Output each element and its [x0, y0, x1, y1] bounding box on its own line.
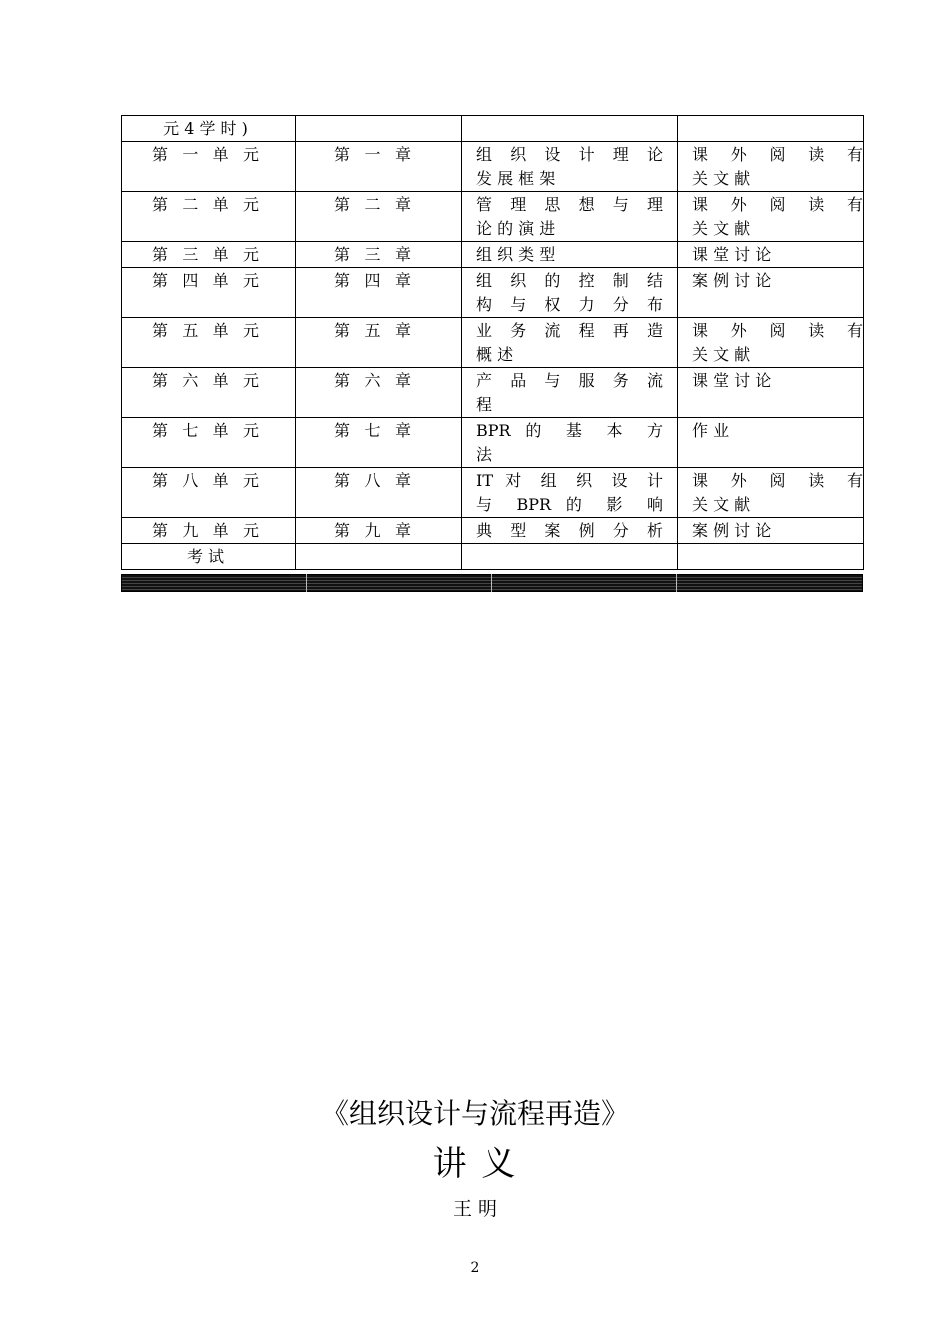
document-author: 王 明 [452, 1198, 498, 1220]
method-cell [678, 116, 864, 142]
chapter-cell [296, 468, 462, 518]
chapter-label: 第 五 章 [334, 321, 411, 340]
method-cell [678, 544, 864, 570]
unit-label: 第 五 单 元 [152, 321, 259, 340]
method-cell [678, 418, 864, 468]
unit-label: 第 九 单 元 [152, 521, 259, 540]
document-title: 《组织设计与流程再造》 [320, 1097, 629, 1130]
unit-cell [122, 192, 296, 242]
unit-label: 第 四 单 元 [152, 271, 259, 290]
chapter-cell [296, 192, 462, 242]
topic-line: 典 型 案 例 分 析 [476, 521, 663, 540]
method-line: 课 堂 讨 论 [692, 371, 772, 390]
table-row [122, 518, 864, 544]
chapter-cell [296, 544, 462, 570]
unit-cell [122, 142, 296, 192]
topic-line: 组 织 的 控 制 结 [476, 271, 663, 290]
method-cell [678, 468, 864, 518]
method-cell [678, 518, 864, 544]
unit-label: 考 试 [186, 547, 225, 566]
chapter-label: 第 一 章 [334, 145, 411, 164]
unit-cell [122, 468, 296, 518]
unit-label: 元 4 学 时 ) [163, 119, 248, 138]
topic-line: 组 织 类 型 [476, 245, 556, 264]
topic-cell [462, 518, 678, 544]
chapter-label: 第 三 章 [334, 245, 411, 264]
table-row [122, 418, 864, 468]
method-line: 案 例 讨 论 [692, 521, 772, 540]
unit-label: 第 六 单 元 [152, 371, 259, 390]
topic-line: 发 展 框 架 [476, 169, 556, 188]
topic-cell [462, 468, 678, 518]
topic-line: 产 品 与 服 务 流 [476, 371, 663, 390]
unit-cell [122, 242, 296, 268]
unit-cell [122, 518, 296, 544]
topic-line: IT 对 组 织 设 计 [476, 471, 663, 490]
chapter-cell [296, 268, 462, 318]
topic-cell [462, 368, 678, 418]
topic-line: 构 与 权 力 分 布 [476, 295, 663, 314]
method-line: 案 例 讨 论 [692, 271, 772, 290]
unit-label: 第 二 单 元 [152, 195, 259, 214]
chapter-label: 第 九 章 [334, 521, 411, 540]
unit-label: 第 三 单 元 [152, 245, 259, 264]
course-schedule-table [121, 115, 864, 570]
unit-cell [122, 368, 296, 418]
topic-line: 管 理 思 想 与 理 [476, 195, 663, 214]
method-line: 课 外 阅 读 有 [692, 145, 863, 164]
unit-cell [122, 268, 296, 318]
method-cell [678, 268, 864, 318]
bar-column-divider [676, 574, 677, 592]
method-line: 课 外 阅 读 有 [692, 321, 863, 340]
course-schedule-body [122, 116, 864, 570]
unit-cell [122, 418, 296, 468]
bar-column-divider [491, 574, 492, 592]
black-divider-bar [121, 574, 863, 592]
chapter-cell [296, 418, 462, 468]
topic-line: 法 [476, 445, 493, 464]
method-cell [678, 242, 864, 268]
topic-line: 概 述 [476, 345, 514, 364]
topic-line: 论 的 演 进 [476, 219, 556, 238]
method-line: 关 文 献 [692, 219, 751, 238]
method-cell [678, 318, 864, 368]
method-line: 关 文 献 [692, 345, 751, 364]
table-row [122, 268, 864, 318]
table-row [122, 116, 864, 142]
method-line: 关 文 献 [692, 495, 751, 514]
unit-label: 第 八 单 元 [152, 471, 259, 490]
chapter-label: 第 二 章 [334, 195, 411, 214]
page-number: 2 [470, 1260, 480, 1276]
unit-label: 第 七 单 元 [152, 421, 259, 440]
method-line: 课 堂 讨 论 [692, 245, 772, 264]
topic-cell [462, 544, 678, 570]
method-line: 课 外 阅 读 有 [692, 195, 863, 214]
method-line: 作 业 [692, 421, 730, 440]
method-cell [678, 192, 864, 242]
table-row [122, 368, 864, 418]
unit-cell [122, 318, 296, 368]
topic-cell [462, 318, 678, 368]
document-subtitle: 讲 义 [432, 1144, 518, 1184]
topic-line: 程 [476, 395, 493, 414]
topic-cell [462, 242, 678, 268]
unit-cell [122, 544, 296, 570]
table-row [122, 318, 864, 368]
table-row [122, 544, 864, 570]
chapter-label: 第 八 章 [334, 471, 411, 490]
topic-line: 与 BPR 的 影 响 [476, 495, 663, 514]
table-row [122, 142, 864, 192]
topic-cell [462, 192, 678, 242]
topic-line: 业 务 流 程 再 造 [476, 321, 663, 340]
bar-column-divider [306, 574, 307, 592]
method-cell [678, 368, 864, 418]
chapter-label: 第 六 章 [334, 371, 411, 390]
topic-line: 组 织 设 计 理 论 [476, 145, 663, 164]
unit-label: 第 一 单 元 [152, 145, 259, 164]
unit-cell [122, 116, 296, 142]
method-line: 关 文 献 [692, 169, 751, 188]
chapter-cell [296, 242, 462, 268]
chapter-cell [296, 368, 462, 418]
topic-cell [462, 116, 678, 142]
chapter-cell [296, 318, 462, 368]
topic-cell [462, 142, 678, 192]
topic-cell [462, 268, 678, 318]
chapter-label: 第 七 章 [334, 421, 411, 440]
method-cell [678, 142, 864, 192]
chapter-label: 第 四 章 [334, 271, 411, 290]
topic-cell [462, 418, 678, 468]
table-row [122, 192, 864, 242]
topic-line: BPR 的 基 本 方 [476, 421, 663, 440]
table-row [122, 468, 864, 518]
chapter-cell [296, 518, 462, 544]
table-row [122, 242, 864, 268]
chapter-cell [296, 142, 462, 192]
chapter-cell [296, 116, 462, 142]
method-line: 课 外 阅 读 有 [692, 471, 863, 490]
